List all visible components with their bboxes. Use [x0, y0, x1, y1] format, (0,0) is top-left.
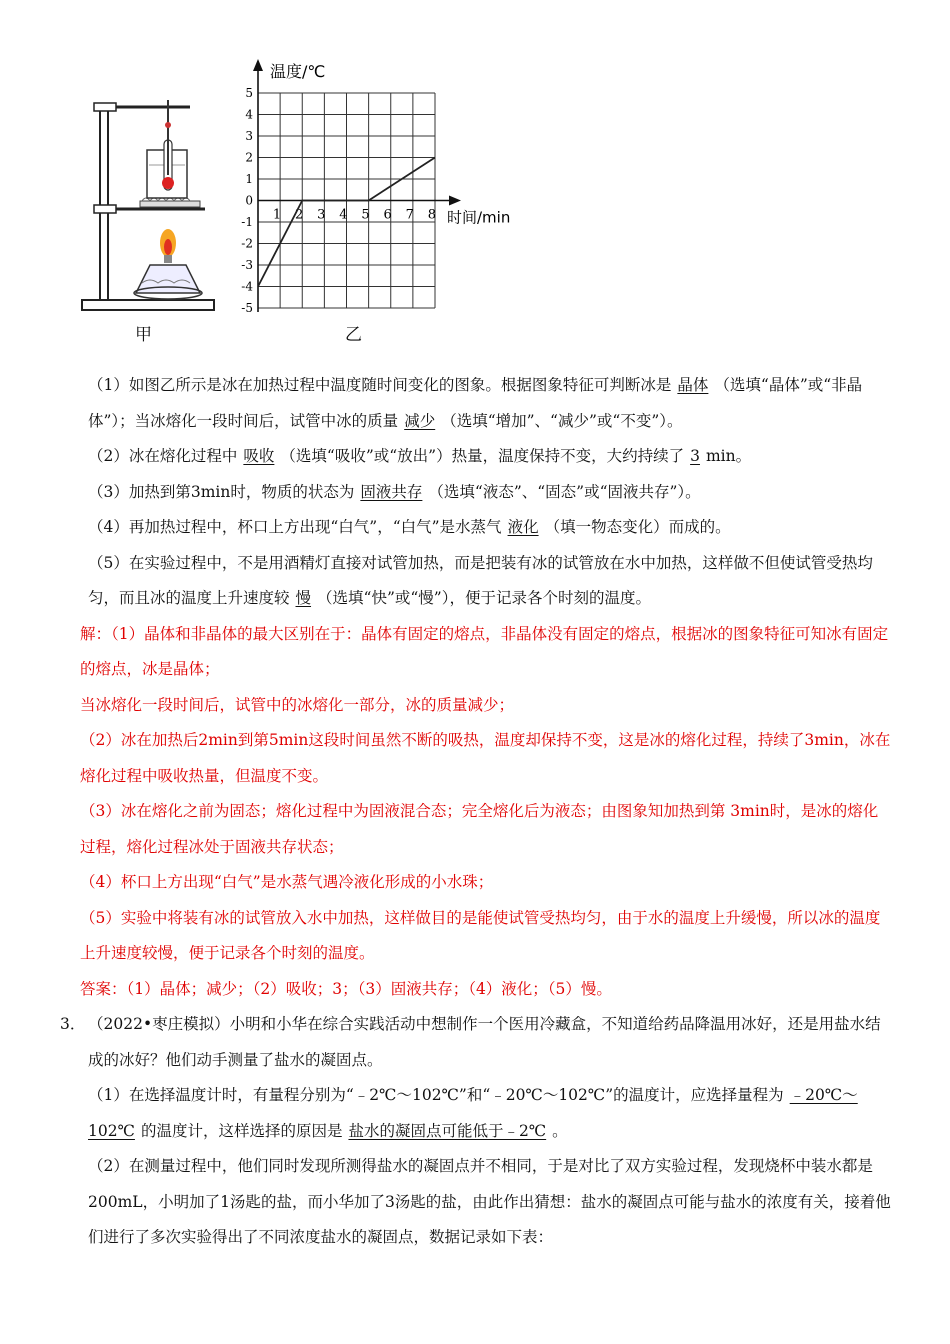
solution-part3: （3）冰在熔化之前为固态；熔化过程中为固液混合态；完全熔化后为液态；由图象知加热到第 3min时，是冰的熔化过程，熔化过程冰处于固液共存状态； [80, 802, 879, 856]
answer-blank: 慢 [295, 589, 312, 607]
x-tick-label: 5 [361, 207, 370, 223]
solution-part5: （5）实验中将装有冰的试管放入水中加热，这样做目的是能使试管受热均匀，由于水的温度上升缓慢，所以冰的温度上升速度较慢，便于记录各个时刻的温度。 [80, 908, 881, 962]
q2-part1: （1）如图乙所示是冰在加热过程中温度随时间变化的图象。根据图象特征可判断冰是 晶体 （选填“晶体”或“非晶体”）；当冰熔化一段时间后，试管中冰的质量 减少 （选填“增加”、“减少”或“不变”）。 [88, 376, 863, 430]
answer-blank: 晶体 [677, 376, 709, 394]
x-tick-label: 6 [383, 207, 392, 223]
y-tick-label: 3 [245, 129, 253, 143]
y-tick-label: 5 [245, 86, 253, 100]
x-axis-label: 时间/min [447, 208, 511, 227]
x-tick-label: 8 [427, 207, 436, 223]
q2-part5: （5）在实验过程中，不是用酒精灯直接对试管加热，而是把装有冰的试管放在水中加热，这样做不但使试管受热均匀，而且冰的温度上升速度较 慢 （选填“快”或“慢”），便于记录各个时刻的温度。 [88, 553, 873, 607]
solution-part2: （2）冰在加热后2min到第5min这段时间虽然不断的吸热，温度却保持不变，这是冰的熔化过程，持续了3min，冰在熔化过程中吸收热量，但温度不变。 [80, 731, 891, 785]
answer-blank: 液化 [507, 518, 539, 536]
y-tick-label: -3 [241, 258, 253, 272]
question-3 [60, 1007, 892, 1256]
y-tick-label: 1 [245, 172, 253, 186]
answer-blank: ﹣20℃～102℃ [88, 1086, 858, 1140]
q3-part1: （1）在选择温度计时，有量程分别为“﹣2℃～102℃”和“﹣20℃～102℃”的温度计，应选择量程为 ﹣20℃～102℃ 的温度计，这样选择的原因是 盐水的凝固点可能低于﹣2℃ 。 [88, 1086, 858, 1140]
y-axis-label: 温度/℃ [270, 62, 326, 81]
x-tick-label: 3 [317, 207, 326, 223]
y-tick-label: 2 [245, 150, 253, 165]
y-tick-label: -4 [241, 279, 253, 294]
y-tick-label: 0 [245, 193, 253, 208]
answer-blank: 减少 [404, 411, 436, 430]
figure-label-jia: 甲 [135, 325, 152, 345]
q3-part2: （2）在测量过程中，他们同时发现所测得盐水的凝固点并不相同，于是对比了双方实验过程，发现烧杯中装水都是200mL，小明加了1汤匙的盐，而小华加了3汤匙的盐，由此作出猜想：盐水的凝固点可能与盐水的浓度有关，接着他们进行了多次实验得出了不同浓度盐水的凝固点，数据记录如下表： [88, 1157, 891, 1246]
temperature-time-chart [230, 55, 530, 325]
q3-intro: （2022•枣庄模拟）小明和小华在综合实践活动中想制作一个医用冷藏盒，不知道给药品降温用冰好，还是用盐水结成的冰好？他们动手测量了盐水的凝固点。 [88, 1015, 881, 1069]
x-tick-label: 4 [339, 207, 348, 223]
y-tick-label: -1 [241, 215, 253, 229]
answer-blank: 吸收 [243, 447, 275, 465]
y-tick-label: -2 [241, 236, 253, 251]
answer-blank: 盐水的凝固点可能低于﹣2℃ [348, 1121, 547, 1140]
answer-blank: 固液共存 [360, 482, 423, 501]
x-tick-label: 7 [405, 207, 414, 223]
main-content [60, 368, 892, 1256]
answer-blank: 3 [690, 447, 700, 465]
question-number: 3． [60, 1015, 86, 1033]
q2-part2: （2）冰在熔化过程中 吸收 （选填“吸收”或“放出”）热量，温度保持不变，大约持续了 3 min。 [88, 447, 752, 465]
q2-part3: （3）加热到第3min时，物质的状态为 固液共存 （选填“液态”、“固态”或“固液共存”）。 [88, 482, 701, 501]
y-tick-label: 4 [245, 107, 253, 122]
heating-apparatus-illustration [80, 95, 230, 355]
solution-part4: （4）杯口上方出现“白气”是水蒸气遇冷液化形成的小水珠； [80, 873, 494, 891]
y-axis-arrow [253, 59, 263, 71]
solution-part1: 解：（1）晶体和非晶体的最大区别在于：晶体有固定的熔点，非晶体没有固定的熔点，根据冰的图象特征可知冰有固定的熔点，冰是晶体； [80, 624, 889, 678]
y-tick-label: -5 [241, 301, 253, 315]
x-tick-label: 2 [294, 207, 304, 223]
q2-part4: （4）再加热过程中，杯口上方出现“白气”，“白气”是水蒸气 液化 （填一物态变化）而成的。 [88, 518, 731, 536]
answer-summary: 答案：（1）晶体；减少；（2）吸收；3；（3）固液共存；（4）液化；（5）慢。 [80, 979, 612, 998]
x-axis-arrow [449, 196, 461, 206]
x-tick-label: 1 [272, 207, 282, 223]
figure-label-yi: 乙 [345, 325, 362, 345]
experiment-figures [70, 55, 550, 355]
solution-part1b: 当冰熔化一段时间后，试管中的冰熔化一部分，冰的质量减少； [80, 695, 515, 714]
